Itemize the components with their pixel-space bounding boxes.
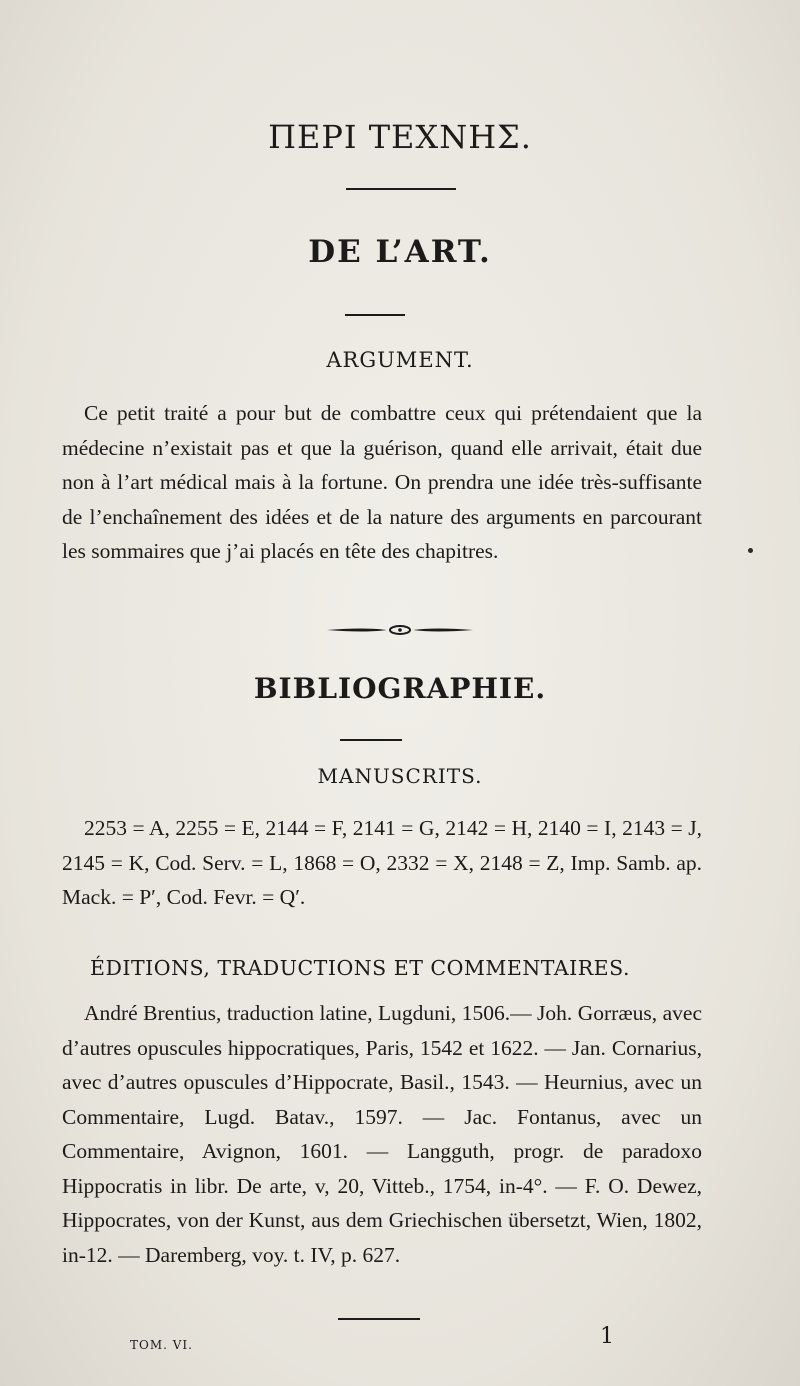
editions-text: André Brentius, traduction latine, Lugduni, 1506.— Joh. Gorræus, avec d’autres opuscules hippocratiques, Paris, 1542 et 1622. — Jan. Cornarius, avec d’autres opuscules d’Hippocrate, Basil., 1543. — Heurnius, avec un Commentaire, Lugd. Batav., 1597. — Jac. Fontanus, avec un Commentaire, Avignon, 1601. — Langguth, progr. de paradoxo Hippocratis in libr. De arte, v, 20, Vitteb., 1754, in-4°. — F. O. Dewez, Hippocrates, von der Kunst, aus dem Griechischen übersetzt, Wien, 1802, in-12. — Daremberg, voy. t. IV, p. 627.	[62, 1001, 702, 1267]
bibliography-rule	[340, 739, 402, 741]
greek-title: ΠΕΡΙ ΤΕΧΝΗΣ.	[268, 118, 532, 156]
argument-rule	[345, 314, 405, 316]
page-number: 1	[600, 1324, 614, 1349]
manuscripts-paragraph	[62, 811, 702, 915]
page-title: DE L’ART.	[308, 234, 492, 270]
manuscripts-heading: MANUSCRITS.	[317, 764, 483, 788]
manuscripts-text: 2253 = A, 2255 = E, 2144 = F, 2141 = G, 2142 = H, 2140 = I, 2143 = J, 2145 = K, Cod. Serv. = L, 1868 = O, 2332 = X, 2148 = Z, Imp. Samb. ap. Mack. = P′, Cod. Fevr. = Q′.	[62, 816, 702, 909]
footer-rule	[338, 1318, 420, 1320]
argument-heading: ARGUMENT.	[326, 348, 474, 372]
argument-paragraph	[62, 396, 702, 569]
ink-speck	[748, 548, 753, 553]
footer-tome: TOM. VI.	[130, 1338, 193, 1352]
argument-text: Ce petit traité a pour but de combattre ceux qui prétendaient que la médecine n’existait pas et que la guérison, quand elle arrivait, était due non à l’art médical mais à la fortune. On prendra une idée très-suffisante de l’enchaînement des idées et de la nature des arguments en parcourant les sommaires que j’ai placés en tête des chapitres.	[62, 401, 702, 563]
bibliography-heading: BIBLIOGRAPHIE.	[253, 672, 547, 705]
editions-paragraph	[62, 996, 702, 1272]
ornament-divider	[325, 622, 475, 638]
editions-heading: ÉDITIONS, TRADUCTIONS ET COMMENTAIRES.	[90, 956, 630, 980]
title-rule	[346, 188, 456, 190]
